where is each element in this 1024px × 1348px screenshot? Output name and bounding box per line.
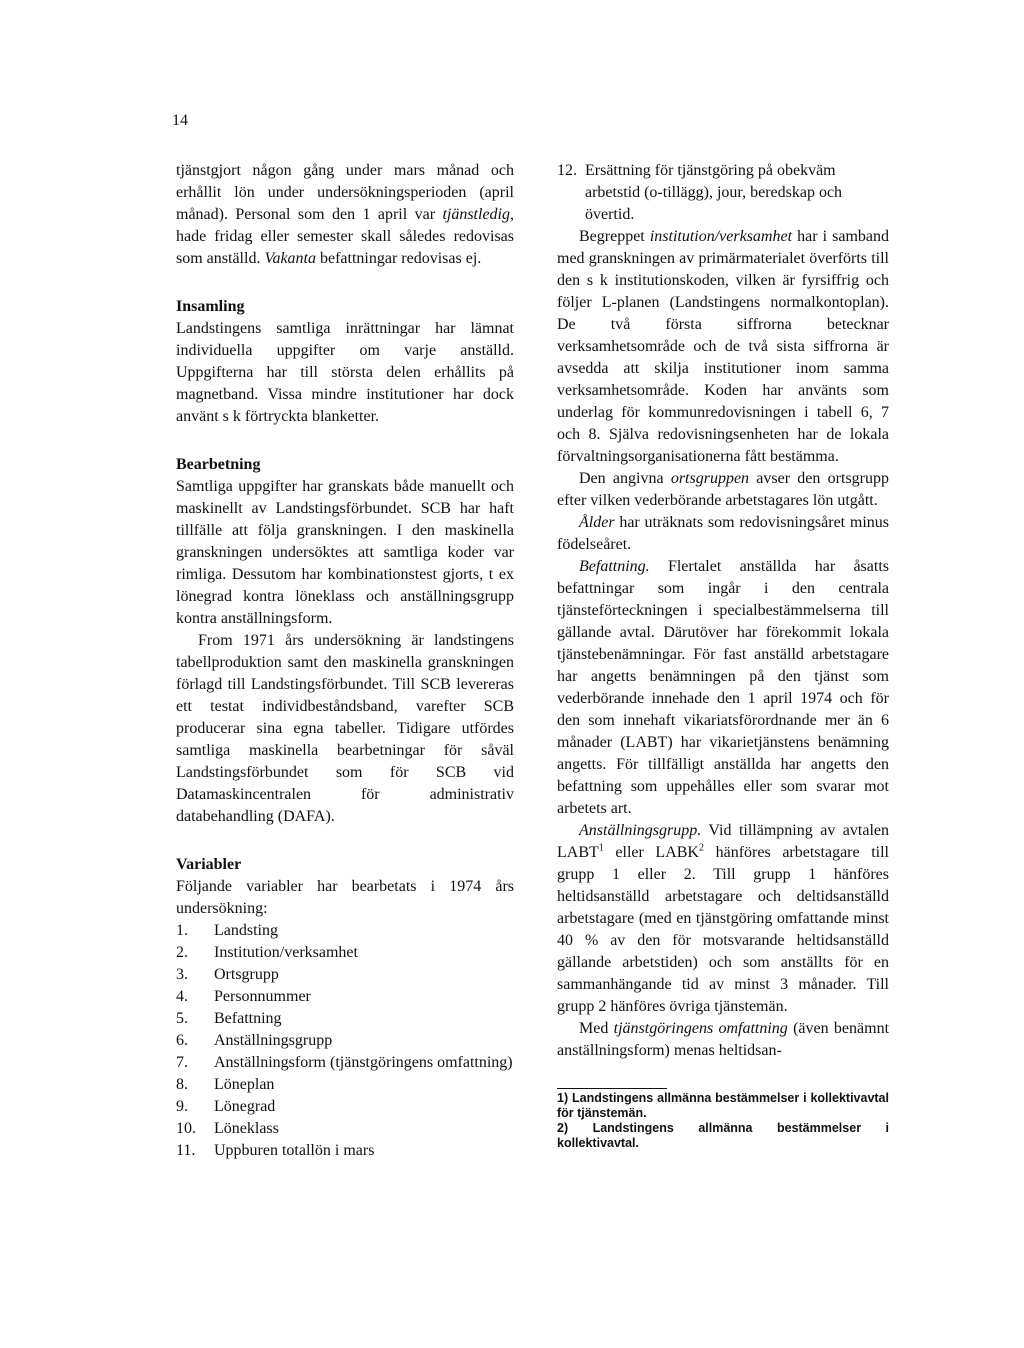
anstallningsgrupp-paragraph: Anställningsgrupp. Vid tillämpning av avtalen LABT$^1$ eller LABK$^2$ hänföres arbetstagare till grupp 1 eller 2. Till grupp 1 hänföres heltidsanställd arbetstagare och deltidsanställd arbetstagare (med en tjänstgöring omfattande minst 40 % av den för motsvarande heltidsanställd gällande arbetstiden) och som anställts för en sammanhängande tid av minst 3 månader. Till grupp 2 hänföres övriga tjänstemän.: [557, 822, 889, 1015]
insamling-paragraph: Landstingens samtliga inrättningar har lämnat individuella uppgifter om varje anställd. Uppgifterna har till största delen erhållits på magnetband. Vissa mindre institutioner har dock använt s k förtryckta blanketter.: [176, 320, 514, 425]
list-item: 2. Institution/verksamhet: [176, 944, 358, 961]
list-item: 8. Löneplan: [176, 1076, 275, 1093]
list-item: 1. Landsting: [176, 922, 278, 939]
list-item: 3. Ortsgrupp: [176, 966, 279, 983]
footnote-ref-1: 1: [598, 842, 604, 854]
heading-bearbetning: Bearbetning: [176, 456, 261, 473]
list-item: 9. Lönegrad: [176, 1098, 276, 1115]
heading-variabler: Variabler: [176, 856, 242, 873]
footnote-ref-2: 2: [699, 842, 704, 854]
bearbetning-paragraph-1: Samtliga uppgifter har granskats både manuellt och maskinellt av Landstingsförbundet. SCB har haft tillfälle att följa granskningen. I den maskinella granskningen undersöktes att samtliga koder var rimliga. Dessutom har kombinationstest gjorts, t ex lönegrad kontra löneklass och anställningsgrupp kontra anställningsform.: [176, 478, 514, 627]
emphasis-vakanta: Vakanta: [264, 250, 316, 267]
page-number: 14: [172, 112, 188, 129]
list-item: 5. Befattning: [176, 1010, 282, 1027]
institution-paragraph: Begreppet institution/verksamhet har i samband med granskningen av primärmaterialet överförts till den s k institutionskoden, vilken är fyrsiffrig och följer L-planen (Landstingens normalkontoplan). De två första siffrorna betecknar verksamhetsområde och de två sista siffrorna är avsedda att skilja institutioner inom samma verksamhetsområde. Koden har använts som underlag för kommunredovisningen i tabell 6, 7 och 8. Själva redovisningsenheten har de lokala förvaltningsorganisationerna fått bestämma.: [557, 228, 890, 465]
list-item-12: 12. Ersättning för tjänstgöring på obekväm arbetstid (o-tillägg), jour, beredskap och övertid.: [557, 162, 843, 223]
left-column: [176, 160, 514, 1162]
list-item: 4. Personnummer: [176, 988, 311, 1005]
emphasis-tjanstledig: tjänstledig: [442, 206, 510, 223]
list-item: 11. Uppburen totallön i mars: [176, 1142, 375, 1159]
ortsgrupp-paragraph: Den angivna ortsgruppen avser den ortsgrupp efter vilken vederbörande arbetstagares lön utgått.: [557, 470, 889, 509]
bearbetning-paragraph-2: From 1971 års undersökning är landstingens tabellproduktion samt den maskinella granskningen förlagd till Landstingsförbundet. Till SCB levereras ett testat individbeståndsband, varefter SCB producerar sina egna tabeller. Tidigare utfördes samtliga maskinella bearbetningar för såväl Landstingsförbundet som för SCB vid Datamaskincentralen för administrativ databehandling (DAFA).: [176, 632, 514, 825]
list-item: 7. Anställningsform (tjänstgöringens omfattning): [176, 1054, 513, 1071]
right-column: [557, 160, 889, 1151]
list-item: 6. Anställningsgrupp: [176, 1032, 333, 1049]
intro-paragraph: tjänstgjort någon gång under mars månad och erhållit lön under undersökningsperioden (april månad). Personal som den 1 april var tjänstledig, hade fridag eller semester skall således redovisas som anställd. Vakanta befattningar redovisas ej.: [176, 162, 514, 267]
omfattning-paragraph: Med tjänstgöringens omfattning (även benämnt anställningsform) menas heltidsan-: [557, 1020, 890, 1059]
alder-paragraph: Ålder har uträknats som redovisningsåret minus födelseåret.: [557, 514, 889, 553]
variable-list: [176, 920, 514, 1162]
list-item: 10. Löneklass: [176, 1120, 279, 1137]
footnote-1: 1) Landstingens allmänna bestämmelser i kollektivavtal för tjänstemän.: [557, 1091, 889, 1120]
befattning-paragraph: Befattning. Flertalet anställda har åsatts befattningar som ingår i den centrala tjänsteförteckningen i specialbestämmelserna till gällande avtal. Därutöver har förekommit lokala tjänstebenämningar. För fast anställd arbetstagare har angetts benämningen på den tjänst som vederbörande innehade den 1 april 1974 och för den som innehaft vikariatsförordnande mer än 6 månader (LABT) har vikarietjänstens benämning angetts. För tillfälligt anställda har angetts den befattning som uppehålles eller som svarar mot arbetets art.: [557, 558, 889, 817]
variabler-intro: Följande variabler har bearbetats i 1974 års undersökning:: [176, 878, 514, 917]
heading-insamling: Insamling: [176, 298, 245, 315]
footnote-divider: [557, 1088, 667, 1089]
footnote-2: 2) Landstingens allmänna bestämmelser i kollektivavtal.: [557, 1121, 889, 1150]
